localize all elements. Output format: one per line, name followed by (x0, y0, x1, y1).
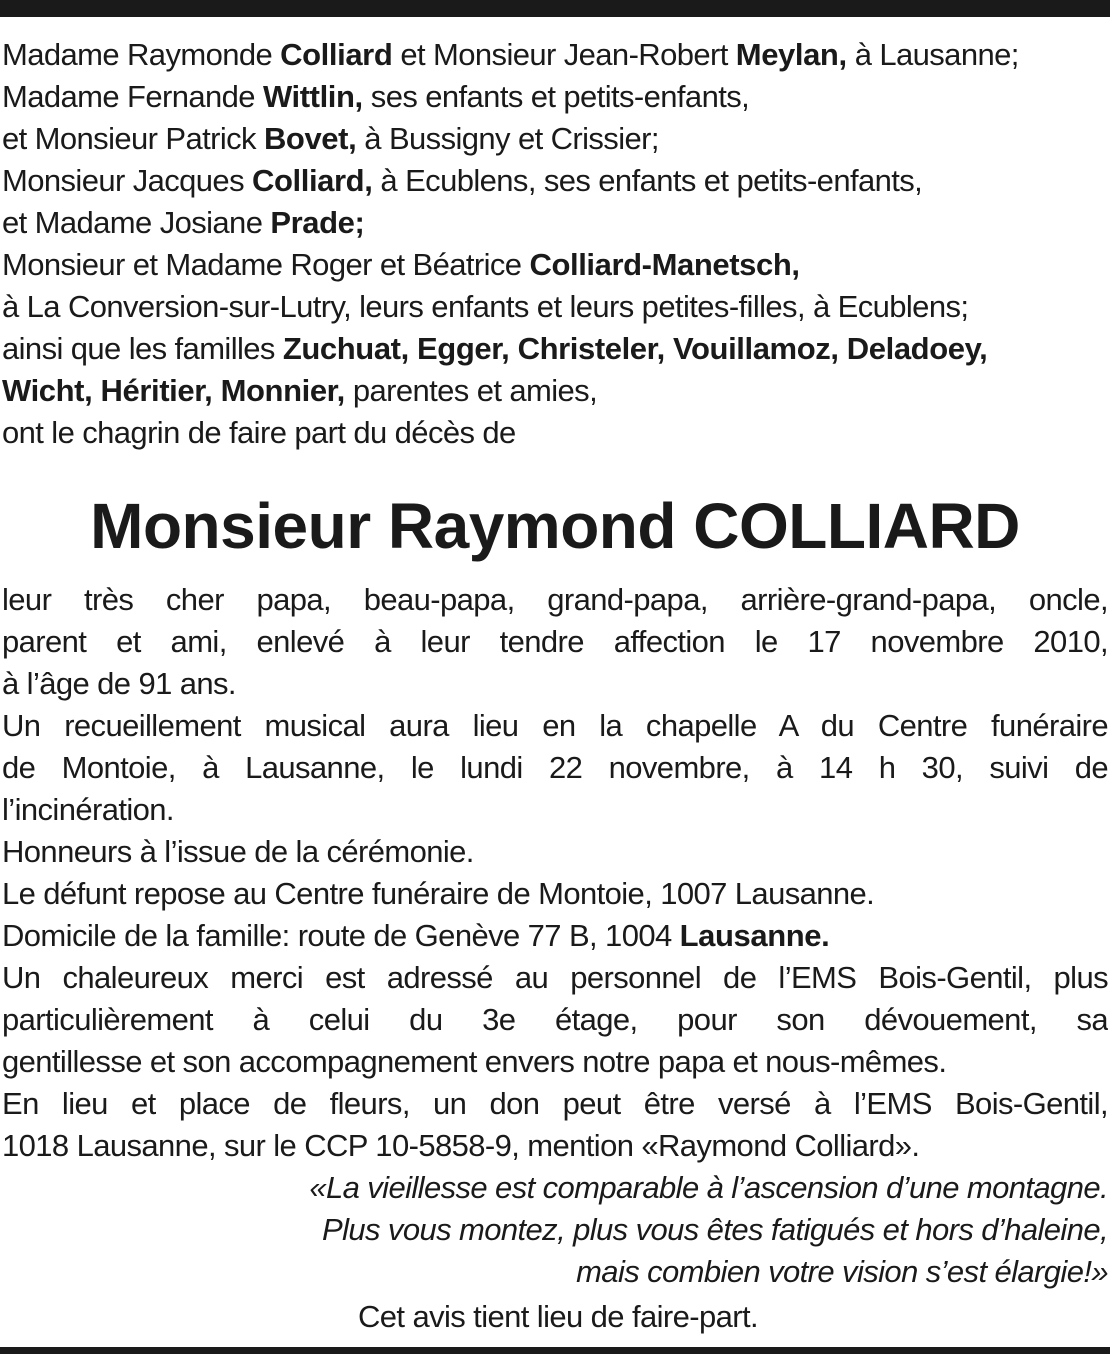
quote-line: mais combien votre vision s’est élargie!» (576, 1254, 1108, 1289)
family-surname: Bovet, (263, 121, 357, 156)
closing-note: Cet avis tient lieu de faire-part. (357, 1299, 759, 1334)
family-line: ainsi que les familles Zuchuat, Egger, Christeler, Vouillamoz, Deladoey, (2, 331, 988, 366)
body-line: de Montoie, à Lausanne, le lundi 22 novembre, à 14 h 30, suivi de (2, 750, 1108, 785)
body-line: à l’âge de 91 ans. (2, 666, 236, 701)
family-line: et Monsieur Patrick Bovet, à Bussigny et Crissier; (2, 121, 659, 156)
family-line: et Madame Josiane Prade; (2, 205, 365, 240)
family-surname: Colliard (280, 37, 393, 72)
family-surname: Meylan, (735, 37, 847, 72)
body-line: parent et ami, enlevé à leur tendre affection le 17 novembre 2010, (2, 624, 1108, 659)
quote-line: «La vieillesse est comparable à l’ascension d’une montagne. (309, 1170, 1108, 1205)
family-city: Lausanne. (679, 918, 830, 953)
family-list (2, 34, 1108, 454)
obituary-notice (2, 34, 1108, 1338)
body-line: Le défunt repose au Centre funéraire de Montoie, 1007 Lausanne. (2, 876, 875, 911)
body-line: Honneurs à l’issue de la cérémonie. (2, 834, 474, 869)
body-line: En lieu et place de fleurs, un don peut être versé à l’EMS Bois-Gentil, (2, 1086, 1108, 1121)
family-surname: Wittlin, (262, 79, 363, 114)
quote-line: Plus vous montez, plus vous êtes fatigués et hors d’haleine, (322, 1212, 1108, 1247)
quote (2, 1167, 1108, 1293)
family-line: Monsieur et Madame Roger et Béatrice Colliard-Manetsch, (2, 247, 800, 282)
family-surname: Colliard-Manetsch, (529, 247, 800, 282)
family-surname: Prade; (270, 205, 365, 240)
body-line: leur très cher papa, beau-papa, grand-papa, arrière-grand-papa, oncle, (2, 582, 1108, 617)
top-rule (0, 0, 1110, 17)
family-surname: Wicht, Héritier, Monnier, (2, 373, 345, 408)
deceased-name: Monsieur Raymond COLLIARD (90, 490, 1020, 562)
family-line: ont le chagrin de faire part du décès de (2, 415, 516, 450)
family-line: Monsieur Jacques Colliard, à Ecublens, ses enfants et petits-enfants, (2, 163, 923, 198)
family-line: Madame Raymonde Colliard et Monsieur Jean-Robert Meylan, à Lausanne; (2, 37, 1019, 72)
family-surname: Zuchuat, Egger, Christeler, Vouillamoz, Deladoey, (282, 331, 988, 366)
family-line: Wicht, Héritier, Monnier, parentes et amies, (2, 373, 598, 408)
family-surname: Colliard, (252, 163, 373, 198)
body-line: Domicile de la famille: route de Genève 77 B, 1004 Lausanne. (2, 918, 830, 953)
body-line: Un recueillement musical aura lieu en la chapelle A du Centre funéraire (2, 708, 1108, 743)
family-line: à La Conversion-sur-Lutry, leurs enfants et leurs petites-filles, à Ecublens; (2, 289, 969, 324)
body-line: Un chaleureux merci est adressé au personnel de l’EMS Bois-Gentil, plus (2, 960, 1108, 995)
bottom-rule (0, 1347, 1110, 1354)
notice-body (2, 579, 1108, 1167)
body-line: gentillesse et son accompagnement envers notre papa et nous-mêmes. (2, 1044, 947, 1079)
body-line: l’incinération. (2, 792, 174, 827)
body-line: particulièrement à celui du 3e étage, pour son dévouement, sa (2, 1002, 1108, 1037)
body-line: 1018 Lausanne, sur le CCP 10-5858-9, mention «Raymond Colliard». (2, 1128, 920, 1163)
family-line: Madame Fernande Wittlin, ses enfants et petits-enfants, (2, 79, 750, 114)
